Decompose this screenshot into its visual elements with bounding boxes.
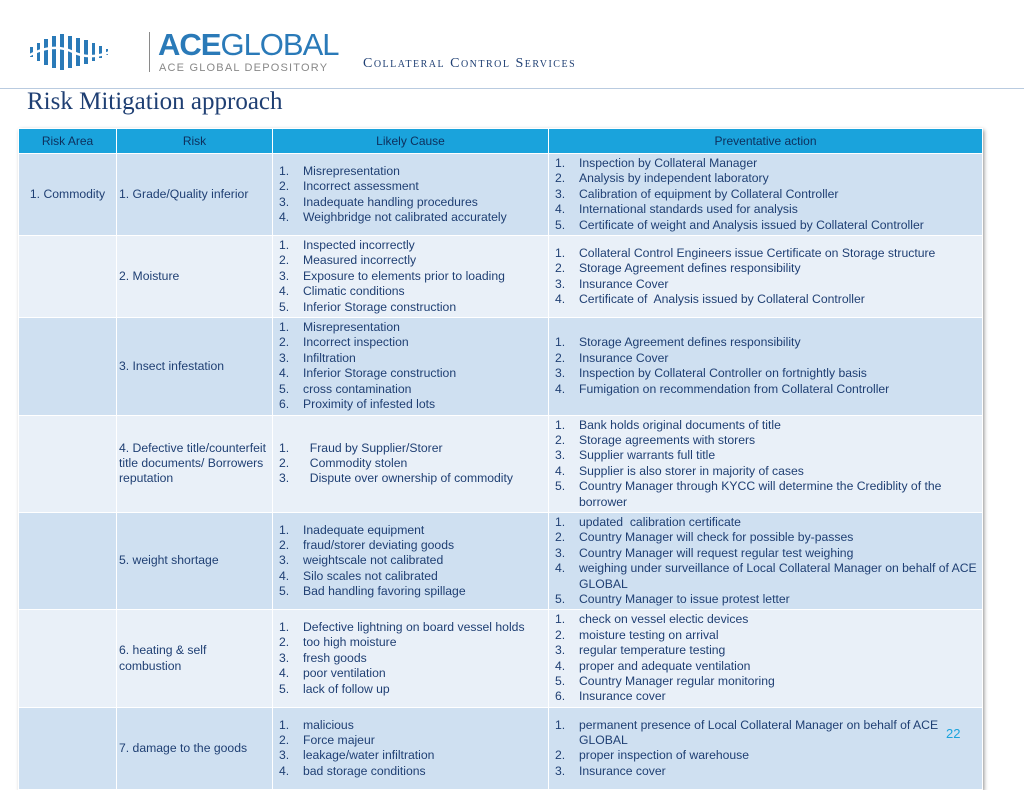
list-item xyxy=(279,300,546,315)
list-item-text: Inspection by Collateral Controller on fortnightly basis xyxy=(579,366,867,381)
risk-table xyxy=(18,128,983,790)
list-item-text: proper and adequate ventilation xyxy=(579,658,751,673)
list-item-text: Storage agreements with storers xyxy=(579,432,756,447)
list-item-text: Storage Agreement defines responsibility xyxy=(579,335,801,350)
list-item-text: Inferior Storage construction xyxy=(303,299,457,314)
list-item-number: 5. xyxy=(555,479,566,494)
list-item-text: Insurance Cover xyxy=(579,276,669,291)
list-item-number: 4. xyxy=(555,291,566,306)
list-item xyxy=(555,748,980,763)
list-item-text: Inspection by Collateral Manager xyxy=(579,156,758,170)
list-item-number: 1. xyxy=(555,335,566,350)
list-item xyxy=(555,612,980,627)
list-item xyxy=(279,164,546,179)
list-item-number: 2. xyxy=(279,253,290,268)
list-item-number: 3. xyxy=(555,643,566,658)
likely-cause-cell xyxy=(273,415,549,512)
list-item xyxy=(555,171,980,186)
risk-table-container xyxy=(18,128,982,790)
list-item-number: 3. xyxy=(555,276,566,291)
list-item-text: Inspected incorrectly xyxy=(303,238,415,253)
list-item-number: 5. xyxy=(279,381,290,396)
list-item-number: 2. xyxy=(279,335,290,350)
list-item xyxy=(555,187,980,202)
list-item-number: 1. xyxy=(555,514,566,529)
likely-cause-cell xyxy=(273,610,549,707)
list-item-number: 1. xyxy=(555,245,566,260)
list-item-number: 1. xyxy=(279,620,290,635)
list-item-number: 1. xyxy=(279,717,290,732)
list-item xyxy=(555,351,980,366)
cause-list xyxy=(275,620,546,697)
list-item-number: 2. xyxy=(279,635,290,650)
list-item-number: 1. xyxy=(279,238,290,253)
action-list xyxy=(551,246,980,308)
list-item xyxy=(555,515,980,530)
list-item-text: moisture testing on arrival xyxy=(579,627,719,642)
list-item-number: 3. xyxy=(555,763,566,778)
list-item xyxy=(555,277,980,292)
risk-area-cell xyxy=(19,318,117,415)
list-item-number: 1. xyxy=(555,717,566,732)
preventative-action-cell xyxy=(549,707,983,789)
list-item xyxy=(279,584,546,599)
list-item xyxy=(555,689,980,704)
list-item-text: Measured incorrectly xyxy=(303,253,417,268)
header-likely-cause: Likely Cause xyxy=(273,129,549,154)
table-row xyxy=(19,610,983,707)
list-item-text: Bad handling favoring spillage xyxy=(303,584,466,599)
list-item-number: 2. xyxy=(555,432,566,447)
preventative-action-cell xyxy=(549,610,983,707)
list-item xyxy=(279,238,546,253)
list-item xyxy=(279,195,546,210)
risk-cell: 5. weight shortage xyxy=(117,512,273,609)
risk-cell: 2. Moisture xyxy=(117,236,273,318)
list-item-text: Insurance Cover xyxy=(579,350,669,365)
list-item-text: Dispute over ownership of commodity xyxy=(303,471,513,486)
table-row xyxy=(19,415,983,512)
list-item-text: Exposure to elements prior to loading xyxy=(303,268,505,283)
list-item xyxy=(279,651,546,666)
list-item-text: check on vessel electic devices xyxy=(579,612,749,627)
risk-area-cell xyxy=(19,512,117,609)
list-item-text: Misrepresentation xyxy=(303,320,400,335)
list-item-number: 2. xyxy=(555,261,566,276)
risk-area-cell xyxy=(19,236,117,318)
list-item xyxy=(279,397,546,412)
table-row xyxy=(19,318,983,415)
list-item-text: Country Manager through KYCC will determine the Crediblity of the borrower xyxy=(579,479,945,509)
list-item-text: proper inspection of warehouse xyxy=(579,748,750,763)
list-item-text: Certificate of Analysis issued by Collateral Controller xyxy=(579,291,865,306)
list-item-number: 4. xyxy=(279,284,290,299)
list-item-number: 2. xyxy=(555,350,566,365)
action-list xyxy=(551,612,980,704)
list-item-number: 3. xyxy=(279,650,290,665)
list-item xyxy=(555,335,980,350)
preventative-action-cell xyxy=(549,415,983,512)
risk-cell: 1. Grade/Quality inferior xyxy=(117,154,273,236)
list-item xyxy=(555,546,980,561)
list-item-number: 1. xyxy=(555,417,566,432)
list-item-number: 4. xyxy=(555,658,566,673)
list-item xyxy=(279,382,546,397)
list-item-number: 4. xyxy=(279,366,290,381)
list-item-text: bad storage conditions xyxy=(303,763,426,778)
list-item xyxy=(555,418,980,433)
risk-area-cell xyxy=(19,610,117,707)
list-item-number: 4. xyxy=(279,568,290,583)
list-item xyxy=(279,748,546,763)
page-number: 22 xyxy=(946,726,961,741)
list-item-number: 2. xyxy=(555,530,566,545)
list-item-text: Commodity stolen xyxy=(303,456,408,471)
list-item-number: 2. xyxy=(555,748,566,763)
cause-list xyxy=(275,441,546,487)
list-item xyxy=(279,320,546,335)
list-item xyxy=(279,718,546,733)
list-item-text: fraud/storer deviating goods xyxy=(303,538,455,553)
list-item-number: 2. xyxy=(279,179,290,194)
cause-list xyxy=(275,523,546,600)
list-item-text: Proximity of infested lots xyxy=(303,397,436,412)
list-item-text: poor ventilation xyxy=(303,666,386,681)
list-item xyxy=(555,433,980,448)
list-item-text: regular temperature testing xyxy=(579,643,726,658)
list-item xyxy=(555,246,980,261)
risk-cell: 3. Insect infestation xyxy=(117,318,273,415)
list-item-number: 5. xyxy=(279,299,290,314)
header-risk: Risk xyxy=(117,129,273,154)
list-item-number: 3. xyxy=(555,186,566,201)
likely-cause-cell xyxy=(273,236,549,318)
list-item xyxy=(279,620,546,635)
list-item-number: 2. xyxy=(555,627,566,642)
list-item xyxy=(279,635,546,650)
list-item-text: Fumigation on recommendation from Collateral Controller xyxy=(579,381,890,396)
cause-list xyxy=(275,164,546,226)
list-item-text: Country Manager regular monitoring xyxy=(579,674,775,688)
list-item-text: Country Manager will check for possible by-passes xyxy=(579,530,854,545)
list-item xyxy=(555,202,980,217)
list-item-text: updated calibration certificate xyxy=(579,514,741,529)
list-item xyxy=(279,456,546,471)
table-row xyxy=(19,236,983,318)
list-item xyxy=(555,464,980,479)
list-item-number: 3. xyxy=(555,545,566,560)
list-item-text: Incorrect assessment xyxy=(303,179,419,194)
list-item xyxy=(555,530,980,545)
list-item xyxy=(279,269,546,284)
preventative-action-cell xyxy=(549,154,983,236)
action-list xyxy=(551,515,980,607)
list-item-text: Inadequate equipment xyxy=(303,522,425,537)
preventative-action-cell xyxy=(549,512,983,609)
list-item xyxy=(555,366,980,381)
list-item-number: 5. xyxy=(555,674,566,688)
risk-area-cell xyxy=(19,707,117,789)
risk-cell: 6. heating & self combustion xyxy=(117,610,273,707)
list-item-text: Collateral Control Engineers issue Certificate on Storage structure xyxy=(579,245,936,260)
list-item-number: 5. xyxy=(555,591,566,606)
list-item-text: Supplier warrants full title xyxy=(579,448,716,463)
list-item-number: 4. xyxy=(279,209,290,224)
list-item xyxy=(279,553,546,568)
list-item-text: Insurance cover xyxy=(579,763,666,778)
preventative-action-cell xyxy=(549,318,983,415)
list-item-text: weightscale not calibrated xyxy=(303,553,444,568)
logo-divider xyxy=(149,32,150,72)
preventative-action-cell xyxy=(549,236,983,318)
list-item-number: 2. xyxy=(555,171,566,186)
cause-list xyxy=(275,718,546,780)
list-item xyxy=(279,471,546,486)
list-item-text: Misrepresentation xyxy=(303,163,400,178)
list-item xyxy=(279,733,546,748)
list-item-number: 5. xyxy=(555,217,566,232)
list-item-number: 4. xyxy=(279,763,290,778)
list-item-number: 4. xyxy=(555,202,566,217)
list-item-number: 1. xyxy=(555,156,566,170)
action-list xyxy=(551,718,980,780)
list-item-number: 3. xyxy=(279,350,290,365)
list-item-number: 6. xyxy=(555,689,566,704)
list-item xyxy=(279,569,546,584)
list-item-number: 2. xyxy=(279,456,290,471)
list-item-text: Country Manager to issue protest letter xyxy=(579,591,790,606)
header-risk-area: Risk Area xyxy=(19,129,117,154)
action-list xyxy=(551,418,980,510)
list-item xyxy=(279,366,546,381)
list-item xyxy=(555,382,980,397)
list-item-text: weighing under surveillance of Local Collateral Manager on behalf of ACE GLOBAL xyxy=(579,561,981,591)
list-item xyxy=(555,764,980,779)
header-preventative-action: Preventative action xyxy=(549,129,983,154)
list-item xyxy=(279,764,546,779)
list-item xyxy=(279,538,546,553)
list-item-text: lack of follow up xyxy=(303,681,390,696)
likely-cause-cell xyxy=(273,707,549,789)
list-item-number: 3. xyxy=(279,748,290,763)
list-item-number: 6. xyxy=(279,397,290,412)
list-item-text: Fraud by Supplier/Storer xyxy=(303,440,443,455)
list-item-text: malicious xyxy=(303,717,354,732)
list-item xyxy=(555,292,980,307)
list-item xyxy=(555,561,980,592)
list-item-number: 1. xyxy=(279,440,290,455)
list-item-text: Supplier is also storer in majority of cases xyxy=(579,463,804,478)
list-item-text: Analysis by independent laboratory xyxy=(579,171,769,186)
list-item-number: 1. xyxy=(279,163,290,178)
list-item-text: fresh goods xyxy=(303,650,367,665)
list-item-number: 1. xyxy=(555,612,566,627)
list-item-text: Incorrect inspection xyxy=(303,335,409,350)
list-item-number: 1. xyxy=(279,320,290,335)
list-item xyxy=(555,674,980,689)
cause-list xyxy=(275,238,546,315)
cause-list xyxy=(275,320,546,412)
list-item-number: 3. xyxy=(279,471,290,486)
table-row xyxy=(19,707,983,789)
list-item-number: 5. xyxy=(279,681,290,696)
barcode-wave-icon xyxy=(28,34,118,70)
list-item xyxy=(555,218,980,233)
risk-area-cell: 1. Commodity xyxy=(19,154,117,236)
list-item-number: 4. xyxy=(279,666,290,681)
list-item xyxy=(555,448,980,463)
table-row xyxy=(19,512,983,609)
table-body xyxy=(19,154,983,790)
list-item-number: 2. xyxy=(279,732,290,747)
list-item-text: Infiltration xyxy=(303,350,356,365)
list-item-number: 3. xyxy=(279,553,290,568)
list-item xyxy=(279,284,546,299)
section-title: Collateral Control Services xyxy=(363,56,577,71)
list-item-number: 4. xyxy=(555,381,566,396)
page-title: Risk Mitigation approach xyxy=(27,88,283,115)
likely-cause-cell xyxy=(273,154,549,236)
list-item xyxy=(555,479,980,510)
list-item xyxy=(555,156,980,171)
action-list xyxy=(551,335,980,397)
list-item-text: Defective lightning on board vessel holds xyxy=(303,620,525,635)
list-item-text: Bank holds original documents of title xyxy=(579,417,781,432)
list-item-text: Storage Agreement defines responsibility xyxy=(579,261,801,276)
table-header-row xyxy=(19,129,983,154)
list-item xyxy=(279,253,546,268)
list-item-text: Silo scales not calibrated xyxy=(303,568,438,583)
list-item-text: too high moisture xyxy=(303,635,397,650)
likely-cause-cell xyxy=(273,318,549,415)
risk-area-cell xyxy=(19,415,117,512)
list-item-text: International standards used for analysis xyxy=(579,202,798,217)
list-item xyxy=(555,643,980,658)
list-item xyxy=(555,718,980,749)
logo-subtitle: ACE GLOBAL DEPOSITORY xyxy=(159,62,329,74)
list-item-text: Inadequate handling procedures xyxy=(303,194,478,209)
list-item-text: Climatic conditions xyxy=(303,284,405,299)
list-item xyxy=(279,351,546,366)
list-item-number: 3. xyxy=(279,194,290,209)
list-item xyxy=(279,335,546,350)
list-item-number: 4. xyxy=(555,561,566,576)
list-item xyxy=(279,210,546,225)
list-item-text: permanent presence of Local Collateral Manager on behalf of ACE GLOBAL xyxy=(579,717,942,747)
list-item xyxy=(555,261,980,276)
list-item xyxy=(279,523,546,538)
list-item-text: Weighbridge not calibrated accurately xyxy=(303,209,507,224)
list-item-text: cross contamination xyxy=(303,381,412,396)
list-item xyxy=(279,666,546,681)
action-list xyxy=(551,156,980,233)
list-item xyxy=(555,659,980,674)
list-item xyxy=(279,179,546,194)
table-row xyxy=(19,154,983,236)
list-item-number: 3. xyxy=(279,268,290,283)
list-item-number: 1. xyxy=(279,522,290,537)
risk-cell: 7. damage to the goods xyxy=(117,707,273,789)
list-item-number: 3. xyxy=(555,448,566,463)
logo-wordmark: ACEGLOBAL xyxy=(158,27,339,62)
ace-global-logo xyxy=(28,27,339,75)
list-item xyxy=(555,592,980,607)
list-item xyxy=(279,682,546,697)
list-item-text: Force majeur xyxy=(303,732,375,747)
list-item-number: 4. xyxy=(555,463,566,478)
list-item-text: Inferior Storage construction xyxy=(303,366,457,381)
list-item-text: Insurance cover xyxy=(579,689,666,704)
list-item-text: Certificate of weight and Analysis issued by Collateral Controller xyxy=(579,217,924,232)
list-item xyxy=(279,441,546,456)
list-item-text: Calibration of equipment by Collateral Controller xyxy=(579,186,839,201)
list-item-text: leakage/water infiltration xyxy=(303,748,435,763)
list-item xyxy=(555,628,980,643)
list-item-number: 5. xyxy=(279,584,290,599)
likely-cause-cell xyxy=(273,512,549,609)
risk-cell: 4. Defective title/counterfeit title documents/ Borrowers reputation xyxy=(117,415,273,512)
list-item-number: 2. xyxy=(279,538,290,553)
list-item-number: 3. xyxy=(555,366,566,381)
list-item-text: Country Manager will request regular test weighing xyxy=(579,545,854,560)
